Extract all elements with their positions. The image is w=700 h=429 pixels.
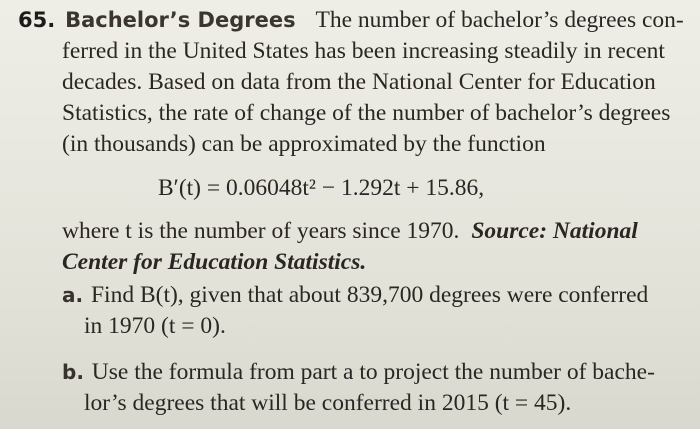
intro-line-4: Statistics, the rate of change of the number of bachelor’s degrees <box>62 100 671 126</box>
rate-equation: B′(t) = 0.06048t² − 1.292t + 15.86, <box>158 175 485 201</box>
intro-line-5: (in thousands) can be approximated by the function <box>62 131 546 157</box>
part-b-line-1: Use the formula from part a to project the number of bache- <box>91 359 655 385</box>
problem-number: 65. <box>18 8 56 32</box>
problem-title: Bachelor’s Degrees <box>65 8 296 32</box>
source-label: Source: National <box>471 218 638 244</box>
part-b <box>62 357 655 387</box>
problem-heading-line <box>18 5 684 35</box>
part-a-label: a. <box>62 283 84 307</box>
source-line-2: Center for Education Statistics. <box>62 249 367 275</box>
part-a-line-1: Find B(t), given that about 839,700 degrees were conferred <box>90 282 649 308</box>
part-a-line-2: in 1970 (t = 0). <box>84 313 226 339</box>
where-text: where t is the number of years since 1970. <box>62 218 460 244</box>
part-b-label: b. <box>62 360 84 384</box>
part-b-line-2: lor’s degrees that will be conferred in 2015 (t = 45). <box>84 390 572 416</box>
intro-line-1: The number of bachelor’s degrees con- <box>315 7 684 33</box>
intro-line-2: ferred in the United States has been increasing steadily in recent <box>62 38 665 64</box>
intro-line-3: decades. Based on data from the National Center for Education <box>62 69 656 95</box>
where-line <box>62 216 638 246</box>
part-a <box>62 280 648 310</box>
